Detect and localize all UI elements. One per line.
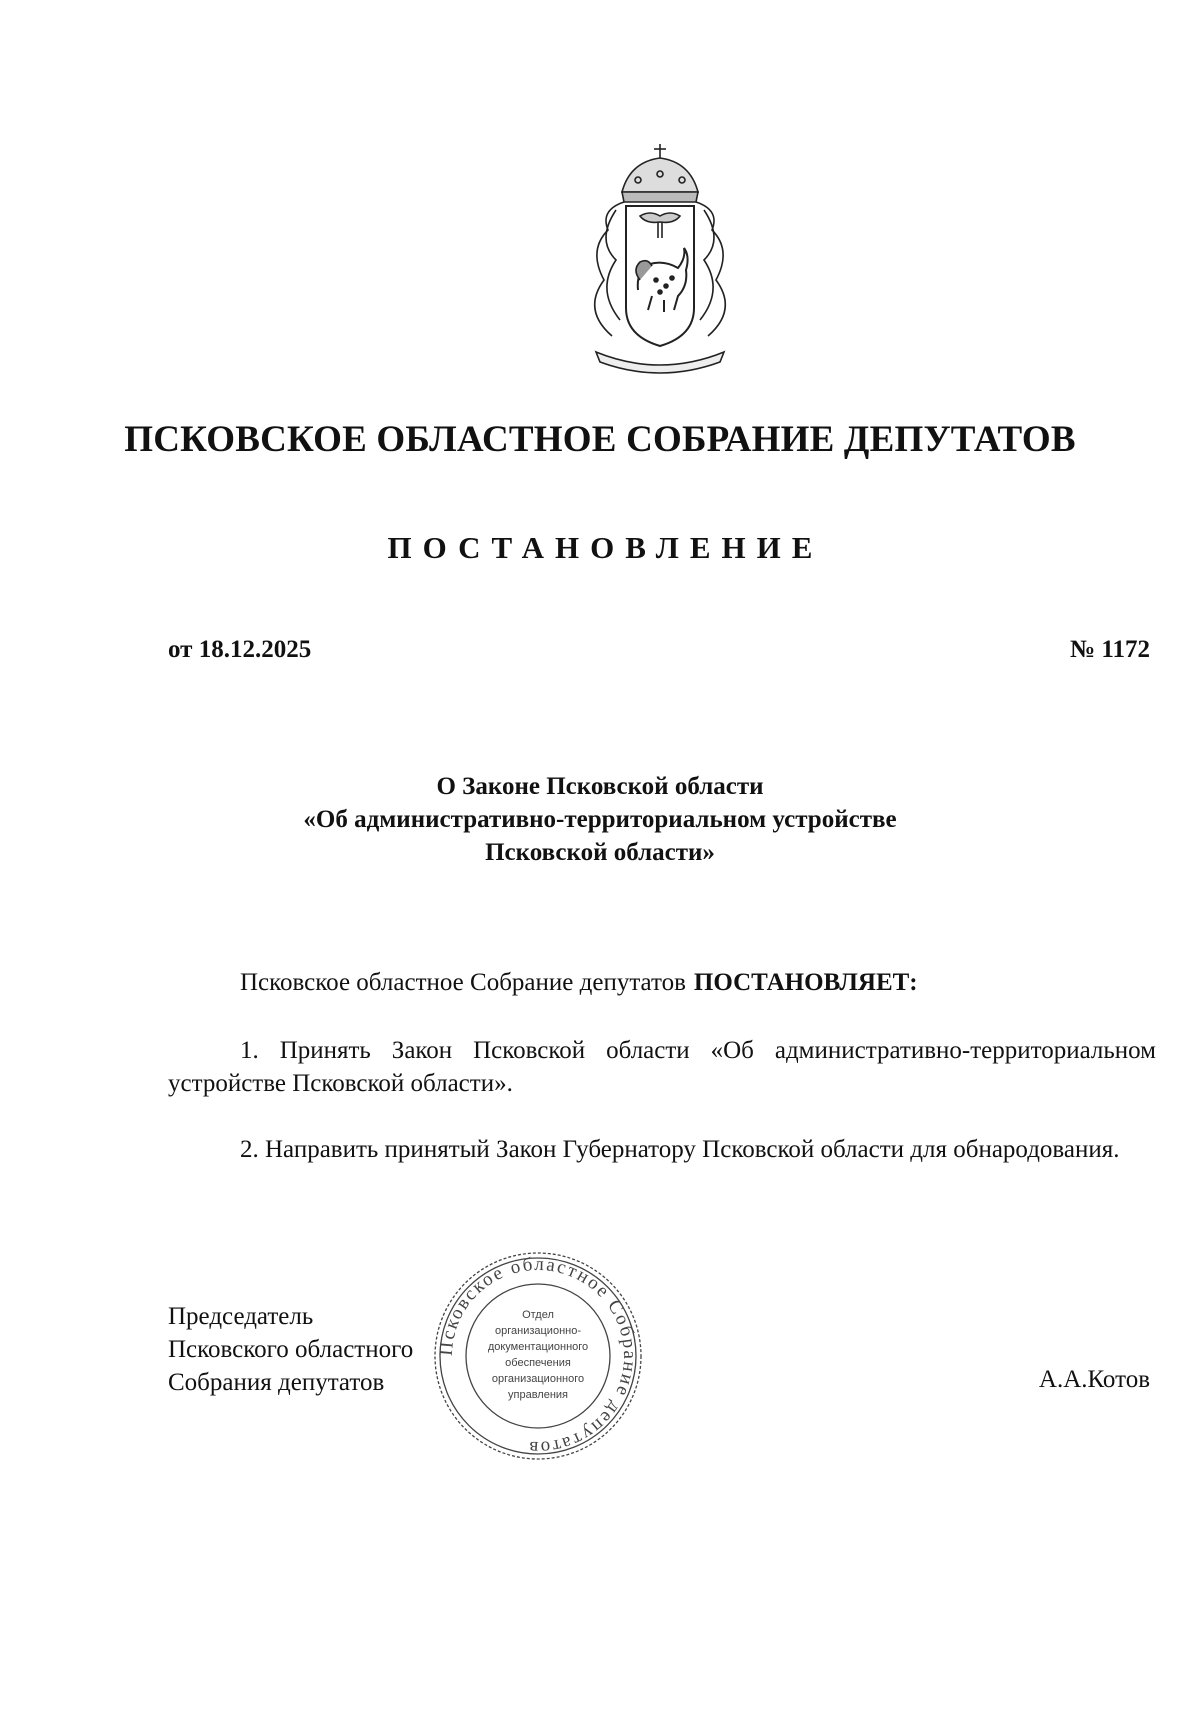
document-subject (0, 770, 1200, 869)
stamp-center-line-1: Отдел (522, 1309, 554, 1321)
stamp-center-line-2: организационно- (495, 1325, 581, 1337)
organization-title: ПСКОВСКОЕ ОБЛАСТНОЕ СОБРАНИЕ ДЕПУТАТОВ (124, 419, 1076, 460)
document-number: № 1172 (1070, 636, 1150, 663)
subject-line-1: О Законе Псковской области (436, 773, 764, 800)
stamp-ring-text: Псковское областное Собрание депутатов (435, 1253, 641, 1459)
official-stamp (432, 1250, 644, 1462)
subject-line-3: Псковской области» (485, 839, 715, 866)
subject-line-2: «Об административно-территориальном устройстве (303, 806, 897, 833)
signatory-title (168, 1300, 413, 1399)
document-date: от 18.12.2025 (168, 636, 312, 663)
resolution-item-2: 2. Направить принятый Закон Губернатору Псковской области для обнародования. (240, 1136, 1120, 1163)
decree-word: ПОСТАНОВЛЯЕТ: (693, 969, 918, 996)
preamble-paragraph (168, 966, 1156, 999)
stamp-center-line-3: документационного (487, 1341, 589, 1353)
signatory-name: А.А.Котов (1038, 1366, 1150, 1393)
preamble-text: Псковское областное Собрание депутатов (240, 969, 686, 996)
coat-of-arms-emblem (560, 140, 760, 380)
signatory-line-3: Собрания депутатов (168, 1369, 385, 1396)
stamp-center-line-5: организационного (491, 1373, 585, 1385)
signatory-line-1: Председатель (168, 1303, 314, 1330)
signatory-line-2: Псковского областного (168, 1336, 414, 1363)
resolution-item-1: 1. Принять Закон Псковской области «Об административно-территориальном устройстве Псковской области». (168, 1037, 1156, 1097)
stamp-center-line-4: обеспечения (505, 1357, 571, 1369)
stamp-center-line-6: управления (508, 1389, 568, 1401)
document-type-title: ПОСТАНОВЛЕНИЕ (387, 530, 824, 565)
